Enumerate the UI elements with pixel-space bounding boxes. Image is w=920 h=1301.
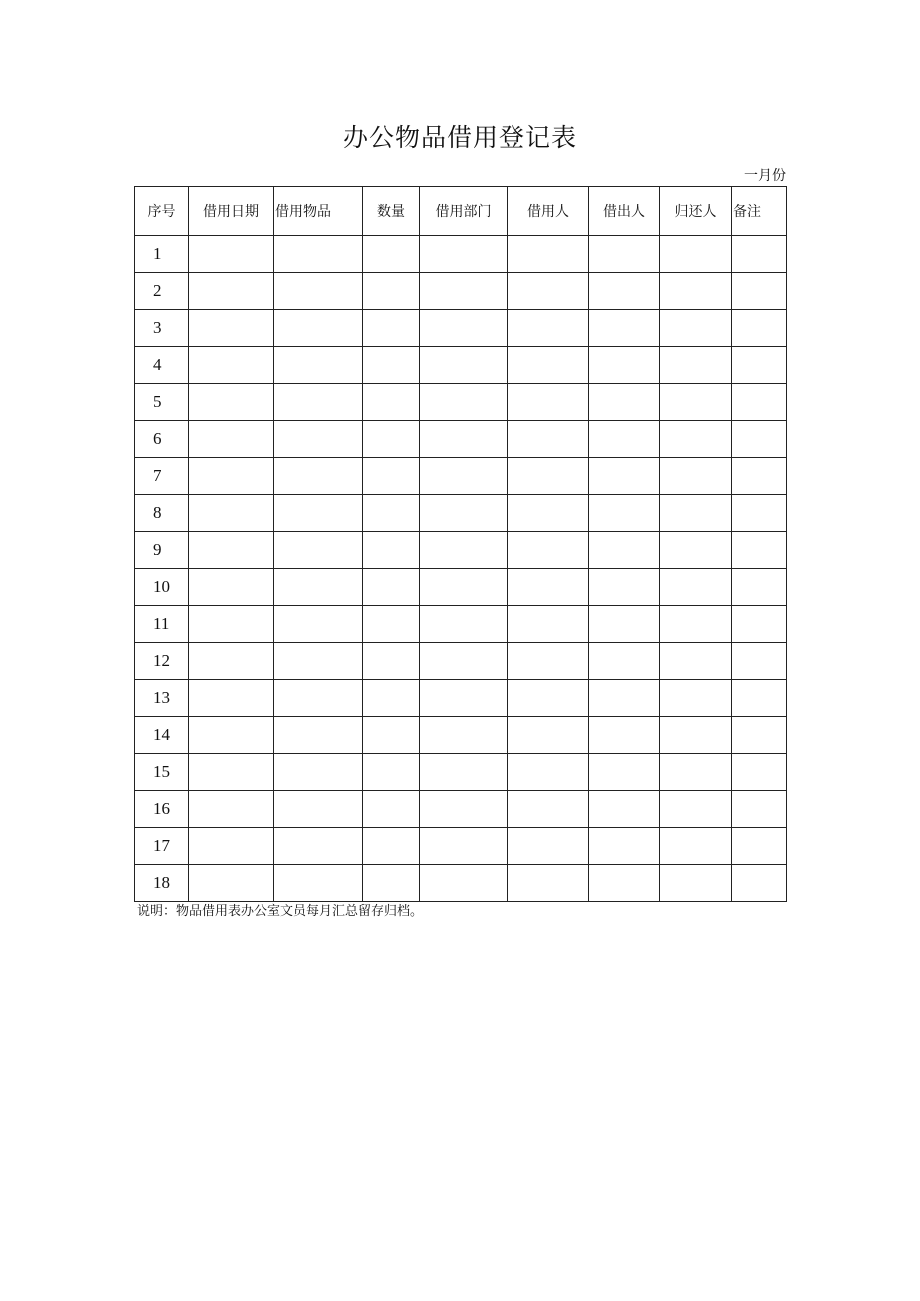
cell-quantity[interactable] [363,754,420,791]
row-number-cell: 1 [135,236,189,273]
cell-department[interactable] [420,310,508,347]
cell-borrowed-item[interactable] [274,717,363,754]
table-row [135,569,787,606]
cell-borrower[interactable] [508,865,589,902]
cell-department[interactable] [420,495,508,532]
cell-borrow-date[interactable] [189,384,274,421]
cell-borrow-date[interactable] [189,643,274,680]
cell-returner[interactable] [660,680,732,717]
cell-borrow-date[interactable] [189,495,274,532]
cell-borrower[interactable] [508,384,589,421]
table-row [135,347,787,384]
cell-borrowed-item[interactable] [274,791,363,828]
cell-borrow-date[interactable] [189,347,274,384]
cell-returner[interactable] [660,421,732,458]
header-row [135,187,787,236]
cell-returner[interactable] [660,754,732,791]
table-row [135,754,787,791]
header-cell-borrowed-item: 借用物品 [274,187,363,236]
table-row [135,273,787,310]
cell-remarks[interactable] [732,495,787,532]
row-number-cell: 15 [135,754,189,791]
cell-borrower[interactable] [508,791,589,828]
row-number-cell: 2 [135,273,189,310]
cell-borrowed-item[interactable] [274,347,363,384]
cell-department[interactable] [420,754,508,791]
cell-quantity[interactable] [363,532,420,569]
header-cell-remarks: 备注 [732,187,787,236]
header-cell-index: 序号 [135,187,189,236]
cell-borrow-date[interactable] [189,680,274,717]
cell-department[interactable] [420,458,508,495]
row-number-cell: 6 [135,421,189,458]
cell-borrow-date[interactable] [189,310,274,347]
cell-quantity[interactable] [363,384,420,421]
cell-quantity[interactable] [363,791,420,828]
cell-lender[interactable] [589,495,660,532]
cell-borrower[interactable] [508,606,589,643]
cell-lender[interactable] [589,458,660,495]
cell-borrow-date[interactable] [189,717,274,754]
cell-borrower[interactable] [508,273,589,310]
cell-remarks[interactable] [732,236,787,273]
cell-borrow-date[interactable] [189,236,274,273]
table-row [135,606,787,643]
cell-lender[interactable] [589,236,660,273]
cell-remarks[interactable] [732,421,787,458]
cell-quantity[interactable] [363,310,420,347]
row-number-cell: 7 [135,458,189,495]
cell-department[interactable] [420,643,508,680]
cell-quantity[interactable] [363,273,420,310]
cell-borrower[interactable] [508,569,589,606]
cell-returner[interactable] [660,569,732,606]
cell-returner[interactable] [660,828,732,865]
cell-borrowed-item[interactable] [274,310,363,347]
cell-remarks[interactable] [732,606,787,643]
cell-remarks[interactable] [732,347,787,384]
cell-returner[interactable] [660,532,732,569]
cell-borrow-date[interactable] [189,532,274,569]
borrow-register-table [134,186,787,902]
cell-remarks[interactable] [732,458,787,495]
row-number-cell: 12 [135,643,189,680]
cell-remarks[interactable] [732,828,787,865]
cell-borrower[interactable] [508,458,589,495]
cell-quantity[interactable] [363,828,420,865]
cell-borrowed-item[interactable] [274,421,363,458]
header-cell-returner: 归还人 [660,187,732,236]
cell-lender[interactable] [589,791,660,828]
cell-lender[interactable] [589,754,660,791]
cell-remarks[interactable] [732,680,787,717]
cell-department[interactable] [420,680,508,717]
cell-quantity[interactable] [363,458,420,495]
cell-quantity[interactable] [363,680,420,717]
cell-borrowed-item[interactable] [274,865,363,902]
cell-returner[interactable] [660,273,732,310]
cell-remarks[interactable] [732,569,787,606]
header-cell-department: 借用部门 [420,187,508,236]
cell-department[interactable] [420,384,508,421]
cell-borrower[interactable] [508,532,589,569]
cell-borrow-date[interactable] [189,273,274,310]
cell-returner[interactable] [660,310,732,347]
cell-borrowed-item[interactable] [274,495,363,532]
cell-department[interactable] [420,532,508,569]
header-cell-lender: 借出人 [589,187,660,236]
cell-department[interactable] [420,606,508,643]
cell-quantity[interactable] [363,717,420,754]
cell-returner[interactable] [660,717,732,754]
cell-lender[interactable] [589,717,660,754]
cell-lender[interactable] [589,680,660,717]
header-cell-borrow-date: 借用日期 [189,187,274,236]
row-number-cell: 5 [135,384,189,421]
cell-lender[interactable] [589,532,660,569]
table-row [135,791,787,828]
cell-remarks[interactable] [732,643,787,680]
cell-remarks[interactable] [732,310,787,347]
cell-department[interactable] [420,791,508,828]
cell-department[interactable] [420,421,508,458]
cell-department[interactable] [420,569,508,606]
cell-borrow-date[interactable] [189,754,274,791]
cell-returner[interactable] [660,791,732,828]
cell-remarks[interactable] [732,791,787,828]
row-number-cell: 18 [135,865,189,902]
cell-remarks[interactable] [732,532,787,569]
cell-lender[interactable] [589,865,660,902]
row-number-cell: 17 [135,828,189,865]
cell-department[interactable] [420,347,508,384]
cell-borrow-date[interactable] [189,569,274,606]
cell-borrowed-item[interactable] [274,236,363,273]
cell-borrower[interactable] [508,828,589,865]
table-row [135,384,787,421]
cell-borrow-date[interactable] [189,606,274,643]
row-number-cell: 8 [135,495,189,532]
table-row [135,680,787,717]
cell-borrowed-item[interactable] [274,643,363,680]
cell-lender[interactable] [589,828,660,865]
table-body [135,236,787,902]
cell-remarks[interactable] [732,273,787,310]
cell-borrower[interactable] [508,643,589,680]
cell-quantity[interactable] [363,236,420,273]
table-row [135,643,787,680]
cell-borrowed-item[interactable] [274,754,363,791]
cell-borrowed-item[interactable] [274,273,363,310]
table-row [135,236,787,273]
header-cell-quantity: 数量 [363,187,420,236]
cell-borrowed-item[interactable] [274,458,363,495]
row-number-cell: 16 [135,791,189,828]
cell-borrowed-item[interactable] [274,606,363,643]
table-row [135,458,787,495]
cell-borrower[interactable] [508,754,589,791]
row-number-cell: 11 [135,606,189,643]
cell-borrowed-item[interactable] [274,384,363,421]
cell-borrower[interactable] [508,717,589,754]
cell-lender[interactable] [589,643,660,680]
cell-borrow-date[interactable] [189,421,274,458]
cell-department[interactable] [420,236,508,273]
cell-quantity[interactable] [363,606,420,643]
cell-remarks[interactable] [732,754,787,791]
cell-department[interactable] [420,828,508,865]
cell-borrowed-item[interactable] [274,532,363,569]
month-label: 一月份 [744,168,786,184]
cell-returner[interactable] [660,495,732,532]
cell-borrowed-item[interactable] [274,828,363,865]
cell-borrow-date[interactable] [189,458,274,495]
document-title: 办公物品借用登记表 [342,123,577,152]
row-number-cell: 13 [135,680,189,717]
cell-borrow-date[interactable] [189,828,274,865]
cell-borrower[interactable] [508,680,589,717]
table-row [135,717,787,754]
cell-lender[interactable] [589,347,660,384]
cell-borrow-date[interactable] [189,791,274,828]
cell-department[interactable] [420,273,508,310]
row-number-cell: 10 [135,569,189,606]
cell-borrower[interactable] [508,347,589,384]
cell-borrower[interactable] [508,310,589,347]
table-row [135,495,787,532]
cell-quantity[interactable] [363,643,420,680]
cell-lender[interactable] [589,384,660,421]
cell-returner[interactable] [660,236,732,273]
cell-returner[interactable] [660,606,732,643]
table-row [135,310,787,347]
cell-lender[interactable] [589,421,660,458]
cell-borrower[interactable] [508,421,589,458]
cell-remarks[interactable] [732,717,787,754]
cell-quantity[interactable] [363,347,420,384]
cell-borrowed-item[interactable] [274,680,363,717]
cell-borrowed-item[interactable] [274,569,363,606]
cell-quantity[interactable] [363,495,420,532]
footer-note: 说明：物品借用表办公室文员每月汇总留存归档。 [137,904,424,919]
table-row [135,421,787,458]
cell-borrower[interactable] [508,236,589,273]
row-number-cell: 4 [135,347,189,384]
cell-returner[interactable] [660,458,732,495]
cell-returner[interactable] [660,384,732,421]
table-row [135,865,787,902]
cell-quantity[interactable] [363,569,420,606]
row-number-cell: 3 [135,310,189,347]
cell-borrow-date[interactable] [189,865,274,902]
table-row [135,828,787,865]
cell-quantity[interactable] [363,421,420,458]
row-number-cell: 14 [135,717,189,754]
cell-department[interactable] [420,865,508,902]
row-number-cell: 9 [135,532,189,569]
cell-returner[interactable] [660,643,732,680]
cell-remarks[interactable] [732,865,787,902]
cell-lender[interactable] [589,273,660,310]
cell-lender[interactable] [589,606,660,643]
cell-department[interactable] [420,717,508,754]
table-row [135,532,787,569]
header-cell-borrower: 借用人 [508,187,589,236]
cell-lender[interactable] [589,569,660,606]
cell-returner[interactable] [660,347,732,384]
cell-quantity[interactable] [363,865,420,902]
cell-returner[interactable] [660,865,732,902]
cell-borrower[interactable] [508,495,589,532]
cell-remarks[interactable] [732,384,787,421]
cell-lender[interactable] [589,310,660,347]
